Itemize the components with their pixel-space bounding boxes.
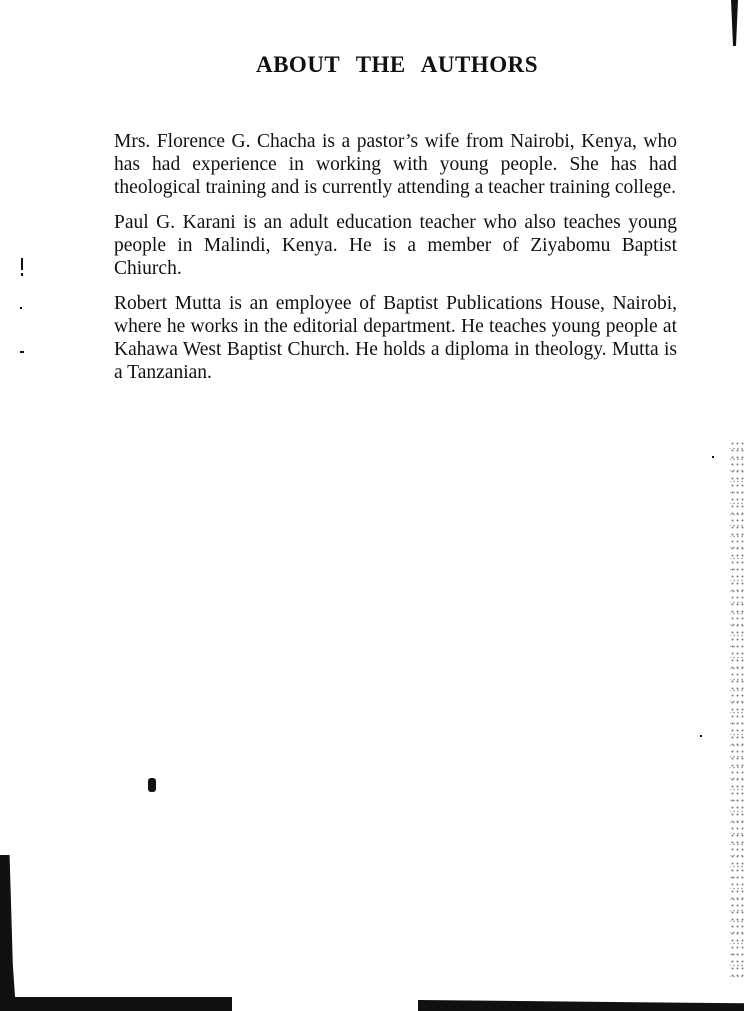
scan-border-bar [418,1000,744,1011]
author-bio-mutta: Robert Mutta is an employee of Baptist Publications House, Nairobi, where he works in the editorial department. He teaches young people at Kahawa West Baptist Church. He holds a diploma in theology. Mutta is a Tanzanian. [114,293,677,383]
scan-speck [20,351,24,353]
scan-speck [20,307,22,309]
scan-edge-mark [728,0,738,46]
scan-speck [700,735,702,737]
scan-speck [148,778,156,792]
scan-speck [21,258,23,270]
page-title: ABOUT THE AUTHORS [255,52,538,77]
scan-edge-shadow [0,855,16,1011]
authors-section [114,130,677,396]
scan-edge-speckle [730,440,744,980]
scan-speck [712,456,714,458]
scan-border-bar [0,997,232,1011]
scan-speck [21,273,23,276]
author-bio-karani: Paul G. Karani is an adult education teacher who also teaches young people in Malindi, Kenya. He is a member of Ziyabomu Baptist Chiurch. [114,212,677,279]
author-bio-chacha: Mrs. Florence G. Chacha is a pastor’s wife from Nairobi, Kenya, who has had experience in working with young people. She has had theological training and is currently attending a teacher training college. [114,131,677,198]
